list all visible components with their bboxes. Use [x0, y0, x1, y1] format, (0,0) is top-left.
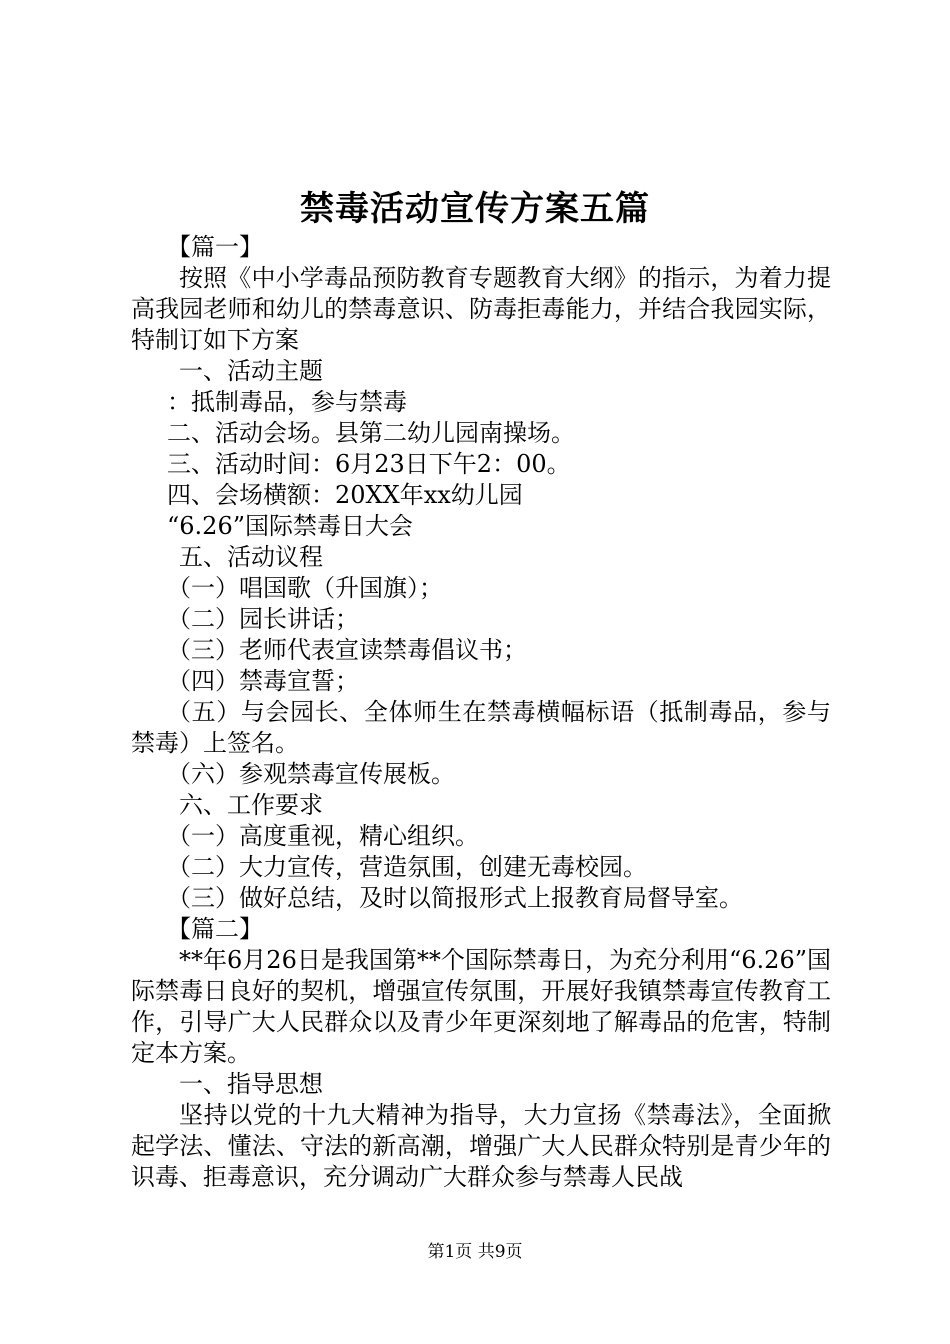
- paragraph: 二、活动会场。县第二幼儿园南操场。: [167, 419, 575, 447]
- paragraph: （二）大力宣传，营造氛围，创建无毒校园。: [167, 853, 647, 881]
- paragraph: （三）做好总结，及时以简报形式上报教育局督导室。: [167, 884, 743, 912]
- paragraph: “6.26”国际禁毒日大会: [167, 512, 413, 540]
- document-title: 禁毒活动宣传方案五篇: [300, 189, 650, 229]
- paragraph: 【篇二】: [167, 915, 263, 943]
- page-footer: 第1页 共9页: [427, 1242, 523, 1262]
- paragraph: 五、活动议程: [179, 543, 323, 571]
- paragraph: **年6月26日是我国第**个国际禁毒日，为充分利用“6.26”国际禁毒日良好的契机，增强宣传氛围，开展好我镇禁毒宣传教育工作，引导广大人民群众以及青少年更深刻地了解毒品的危害，特制定本方案。: [131, 946, 831, 1067]
- paragraph: 六、工作要求: [179, 791, 323, 819]
- paragraph: （六）参观禁毒宣传展板。: [167, 760, 455, 788]
- paragraph: （一）高度重视，精心组织。: [167, 822, 479, 850]
- paragraph: 坚持以党的十九大精神为指导，大力宣扬《禁毒法》，全面掀起学法、懂法、守法的新高潮，增强广大人民群众特别是青少年的识毒、拒毒意识，充分调动广大群众参与禁毒人民战: [131, 1101, 831, 1191]
- paragraph: （五）与会园长、全体师生在禁毒横幅标语（抵制毒品，参与禁毒）上签名。: [131, 698, 831, 757]
- paragraph: 按照《中小学毒品预防教育专题教育大纲》的指示，为着力提高我园老师和幼儿的禁毒意识、防毒拒毒能力，并结合我园实际，特制订如下方案: [131, 264, 831, 354]
- paragraph: （四）禁毒宣誓；: [167, 667, 359, 695]
- paragraph: （一）唱国歌（升国旗）；: [167, 574, 443, 602]
- paragraph: 三、活动时间：6月23日下午2：00。: [167, 450, 571, 478]
- paragraph: 一、指导思想: [179, 1070, 323, 1098]
- paragraph: 【篇一】: [167, 233, 263, 261]
- paragraph: （三）老师代表宣读禁毒倡议书；: [167, 636, 527, 664]
- paragraph: ：抵制毒品，参与禁毒: [167, 388, 407, 416]
- paragraph: 一、活动主题: [179, 357, 323, 385]
- paragraph: （二）园长讲话；: [167, 605, 359, 633]
- paragraph: 四、会场横额：20XX年xx幼儿园: [167, 481, 523, 509]
- document-body: [131, 232, 831, 1193]
